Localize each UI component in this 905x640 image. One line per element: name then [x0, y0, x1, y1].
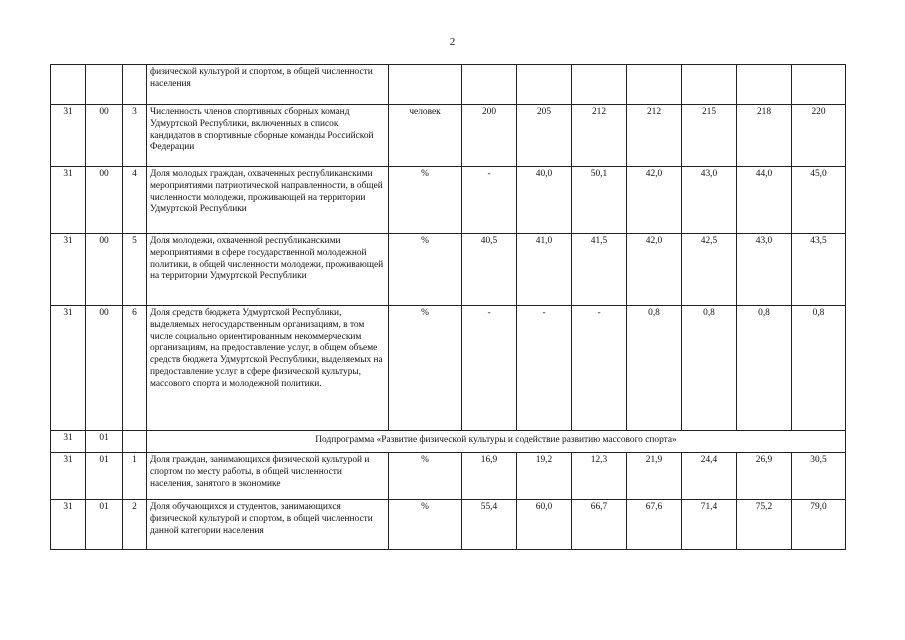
- value-cell: 40,5: [462, 234, 517, 306]
- value-cell: 75,2: [737, 500, 792, 550]
- value-cell: [572, 65, 627, 105]
- value-cell: 41,5: [572, 234, 627, 306]
- value-cell: [682, 65, 737, 105]
- value-cell: 43,5: [792, 234, 846, 306]
- indicator-name: Доля молодежи, охваченной республиканскими мероприятиями в сфере государственной молодежной политики, в общей численности молодежи, проживающей на территории Удмуртской Республики: [147, 234, 389, 306]
- row-code-1: 31: [51, 453, 86, 500]
- row-code-1: 31: [51, 167, 86, 234]
- value-cell: 50,1: [572, 167, 627, 234]
- value-cell: -: [517, 306, 572, 431]
- value-cell: [627, 65, 682, 105]
- row-code-1: [51, 65, 86, 105]
- value-cell: 42,0: [627, 167, 682, 234]
- value-cell: [737, 65, 792, 105]
- row-code-2: 01: [86, 500, 123, 550]
- value-cell: 218: [737, 105, 792, 167]
- row-code-1: 31: [51, 105, 86, 167]
- row-code-3: 6: [123, 306, 147, 431]
- value-cell: 43,0: [737, 234, 792, 306]
- value-cell: 19,2: [517, 453, 572, 500]
- value-cell: 66,7: [572, 500, 627, 550]
- row-code-2: 00: [86, 306, 123, 431]
- row-code-3: 4: [123, 167, 147, 234]
- value-cell: 42,5: [682, 234, 737, 306]
- row-code-2: 00: [86, 105, 123, 167]
- value-cell: 43,0: [682, 167, 737, 234]
- table-row: [51, 65, 846, 105]
- row-code-2: 01: [86, 431, 123, 453]
- value-cell: 0,8: [737, 306, 792, 431]
- indicator-name: физической культурой и спортом, в общей численности населения: [147, 65, 389, 105]
- value-cell: 212: [572, 105, 627, 167]
- unit-cell: %: [389, 234, 462, 306]
- value-cell: 30,5: [792, 453, 846, 500]
- value-cell: [517, 65, 572, 105]
- value-cell: 21,9: [627, 453, 682, 500]
- value-cell: 67,6: [627, 500, 682, 550]
- row-code-3: 5: [123, 234, 147, 306]
- unit-cell: %: [389, 306, 462, 431]
- table-row: [51, 105, 846, 167]
- row-code-3: 1: [123, 453, 147, 500]
- value-cell: -: [572, 306, 627, 431]
- value-cell: [462, 65, 517, 105]
- indicator-name: Доля средств бюджета Удмуртской Республики, выделяемых негосударственным организациям, в том числе социально ориентированным некоммерческим организациям, на предоставление услуг, в общем объеме средств бюджета Удмуртской Республики, выделяемых на предоставление услуг в сфере физической культуры, массового спорта и молодежной политики.: [147, 306, 389, 431]
- value-cell: 200: [462, 105, 517, 167]
- subprogram-row: [51, 431, 846, 453]
- value-cell: 40,0: [517, 167, 572, 234]
- unit-cell: %: [389, 167, 462, 234]
- value-cell: 55,4: [462, 500, 517, 550]
- value-cell: 45,0: [792, 167, 846, 234]
- value-cell: 71,4: [682, 500, 737, 550]
- value-cell: 12,3: [572, 453, 627, 500]
- value-cell: 60,0: [517, 500, 572, 550]
- value-cell: 0,8: [682, 306, 737, 431]
- value-cell: 24,4: [682, 453, 737, 500]
- indicator-name: Доля молодых граждан, охваченных республиканскими мероприятиями патриотической направленности, в общей численности молодежи, проживающей на территории Удмуртской Республики: [147, 167, 389, 234]
- row-code-3: 2: [123, 500, 147, 550]
- row-code-3: 3: [123, 105, 147, 167]
- row-code-2: 00: [86, 234, 123, 306]
- value-cell: -: [462, 167, 517, 234]
- unit-cell: %: [389, 453, 462, 500]
- row-code-3: [123, 431, 147, 453]
- value-cell: 205: [517, 105, 572, 167]
- row-code-2: [86, 65, 123, 105]
- value-cell: 42,0: [627, 234, 682, 306]
- indicators-table: [50, 64, 846, 550]
- value-cell: [792, 65, 846, 105]
- page-number: 2: [449, 36, 456, 48]
- row-code-3: [123, 65, 147, 105]
- table-row: [51, 167, 846, 234]
- unit-cell: человек: [389, 105, 462, 167]
- subprogram-title: Подпрограмма «Развитие физической культуры и содействие развитию массового спорта»: [147, 431, 846, 453]
- value-cell: 79,0: [792, 500, 846, 550]
- indicator-name: Доля обучающихся и студентов, занимающихся физической культурой и спортом, в общей численности данной категории населения: [147, 500, 389, 550]
- indicator-name: Доля граждан, занимающихся физической культурой и спортом по месту работы, в общей численности населения, занятого в экономике: [147, 453, 389, 500]
- table-row: [51, 453, 846, 500]
- row-code-2: 00: [86, 167, 123, 234]
- value-cell: 26,9: [737, 453, 792, 500]
- value-cell: 0,8: [627, 306, 682, 431]
- row-code-1: 31: [51, 234, 86, 306]
- value-cell: 212: [627, 105, 682, 167]
- value-cell: 41,0: [517, 234, 572, 306]
- value-cell: 0,8: [792, 306, 846, 431]
- value-cell: -: [462, 306, 517, 431]
- indicator-name: Численность членов спортивных сборных команд Удмуртской Республики, включенных в список кандидатов в спортивные сборные команды Российской Федерации: [147, 105, 389, 167]
- value-cell: 16,9: [462, 453, 517, 500]
- unit-cell: %: [389, 500, 462, 550]
- table-row: [51, 234, 846, 306]
- value-cell: 44,0: [737, 167, 792, 234]
- table-row: [51, 500, 846, 550]
- row-code-1: 31: [51, 431, 86, 453]
- unit-cell: [389, 65, 462, 105]
- table-row: [51, 306, 846, 431]
- value-cell: 215: [682, 105, 737, 167]
- value-cell: 220: [792, 105, 846, 167]
- row-code-1: 31: [51, 306, 86, 431]
- row-code-2: 01: [86, 453, 123, 500]
- row-code-1: 31: [51, 500, 86, 550]
